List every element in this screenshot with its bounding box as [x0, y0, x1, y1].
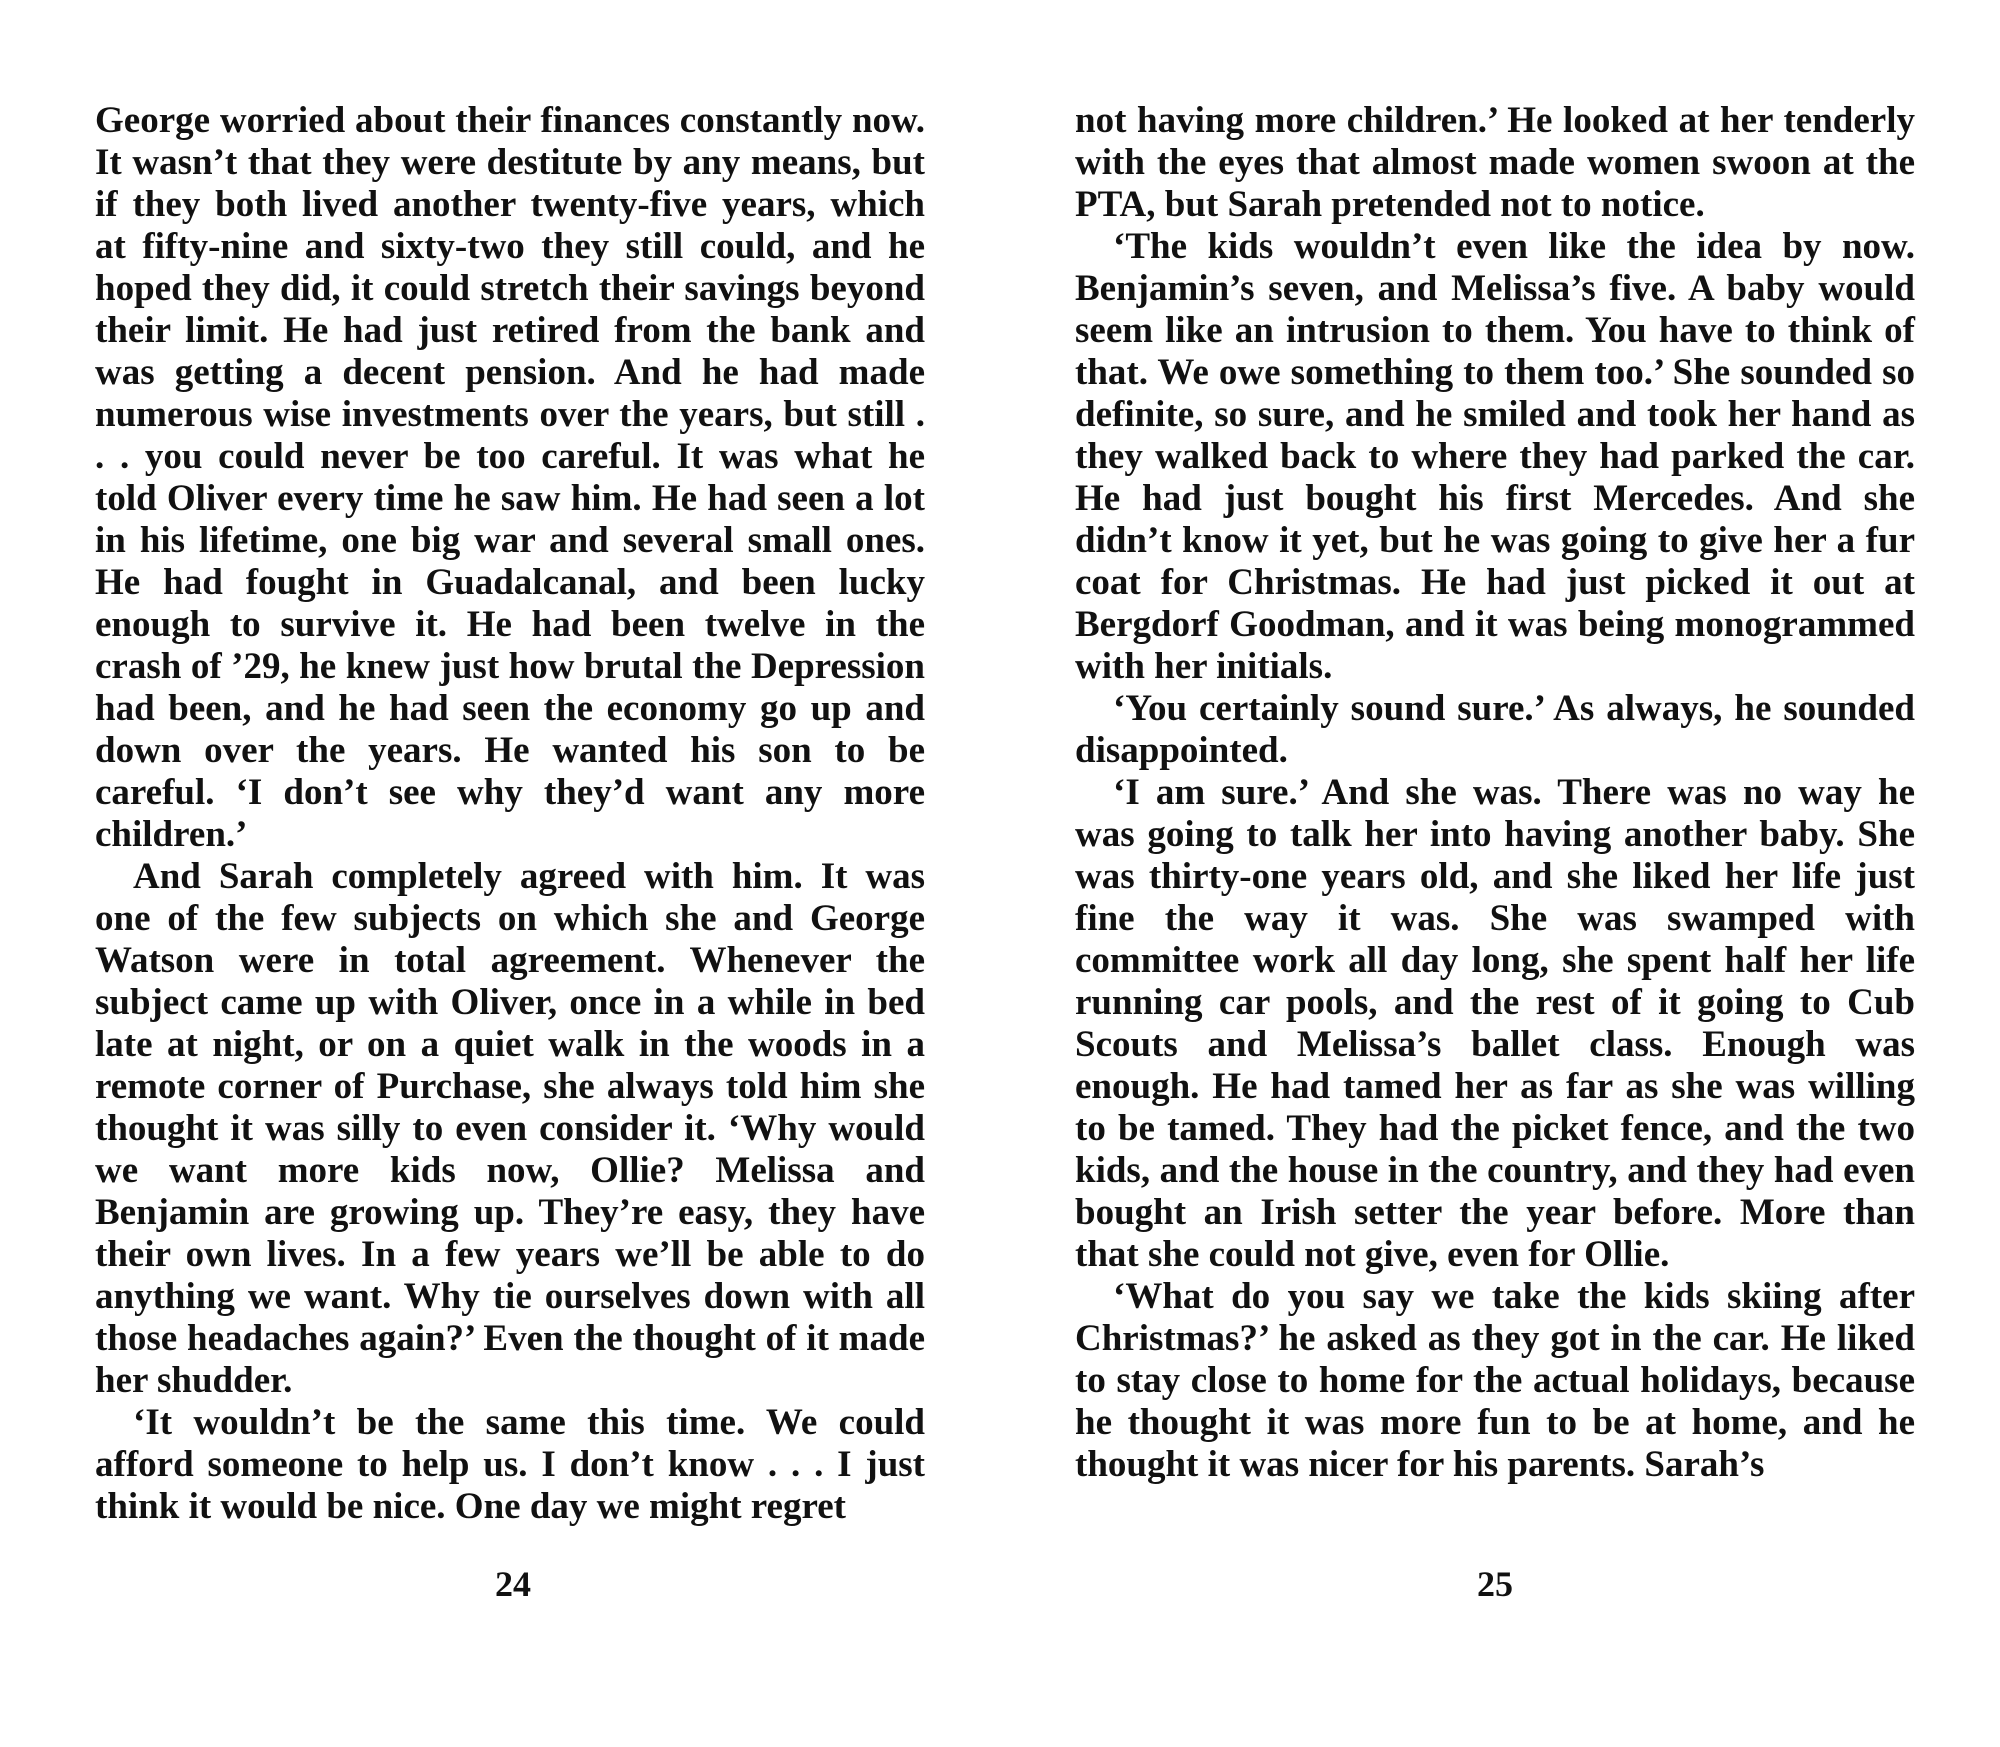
page-number-right: 25	[1477, 1564, 1513, 1604]
paragraph: ‘You certainly sound sure.’ As always, he sounded disappointed.	[1075, 688, 1915, 771]
paragraph: George worried about their finances constantly now. It wasn’t that they were destitute by any means, but if they both lived another twenty-five years, which at fifty-nine and sixty-two they still could, and he hoped they did, it could stretch their savings beyond their limit. He had just retired from the bank and was getting a decent pension. And he had made numerous wise investments over the years, but still . . . you could never be too careful. It was what he told Oliver every time he saw him. He had seen a lot in his lifetime, one big war and several small ones. He had fought in Guadalcanal, and been lucky enough to survive it. He had been twelve in the crash of ’29, he knew just how brutal the Depression had been, and he had seen the economy go up and down over the years. He wanted his son to be careful. ‘I don’t see why they’d want any more children.’	[95, 100, 925, 855]
paragraph: And Sarah completely agreed with him. It was one of the few subjects on which she and George Watson were in total agreement. Whenever the subject came up with Oliver, once in a while in bed late at night, or on a quiet walk in the woods in a remote corner of Purchase, she always told him she thought it was silly to even consider it. ‘Why would we want more kids now, Ollie? Melissa and Benjamin are growing up. They’re easy, they have their own lives. In a few years we’ll be able to do anything we want. Why tie ourselves down with all those headaches again?’ Even the thought of it made her shudder.	[95, 856, 925, 1401]
right-page	[1075, 100, 1915, 1486]
left-page-text	[95, 100, 925, 1528]
right-page-text	[1075, 100, 1915, 1486]
paragraph: ‘The kids wouldn’t even like the idea by now. Benjamin’s seven, and Melissa’s five. A baby would seem like an intrusion to them. You have to think of that. We owe something to them too.’ She sounded so definite, so sure, and he smiled and took her hand as they walked back to where they had parked the car. He had just bought his first Mercedes. And she didn’t know it yet, but he was going to give her a fur coat for Christmas. He had just picked it out at Bergdorf Goodman, and it was being monogrammed with her initials.	[1075, 226, 1915, 687]
page-number-left: 24	[495, 1564, 531, 1604]
paragraph: ‘I am sure.’ And she was. There was no way he was going to talk her into having another baby. She was thirty-one years old, and she liked her life just fine the way it was. She was swamped with committee work all day long, she spent half her life running car pools, and the rest of it going to Cub Scouts and Melissa’s ballet class. Enough was enough. He had tamed her as far as she was willing to be tamed. They had the picket fence, and the two kids, and the house in the country, and they had even bought an Irish setter the year before. More than that she could not give, even for Ollie.	[1075, 772, 1915, 1275]
paragraph: ‘It wouldn’t be the same this time. We could afford someone to help us. I don’t know . . . I just think it would be nice. One day we might regret	[95, 1402, 925, 1527]
left-page	[95, 100, 925, 1528]
paragraph: ‘What do you say we take the kids skiing after Christmas?’ he asked as they got in the car. He liked to stay close to home for the actual holidays, because he thought it was more fun to be at home, and he thought it was nicer for his parents. Sarah’s	[1075, 1276, 1915, 1485]
paragraph: not having more children.’ He looked at her tenderly with the eyes that almost made women swoon at the PTA, but Sarah pretended not to notice.	[1075, 100, 1915, 225]
